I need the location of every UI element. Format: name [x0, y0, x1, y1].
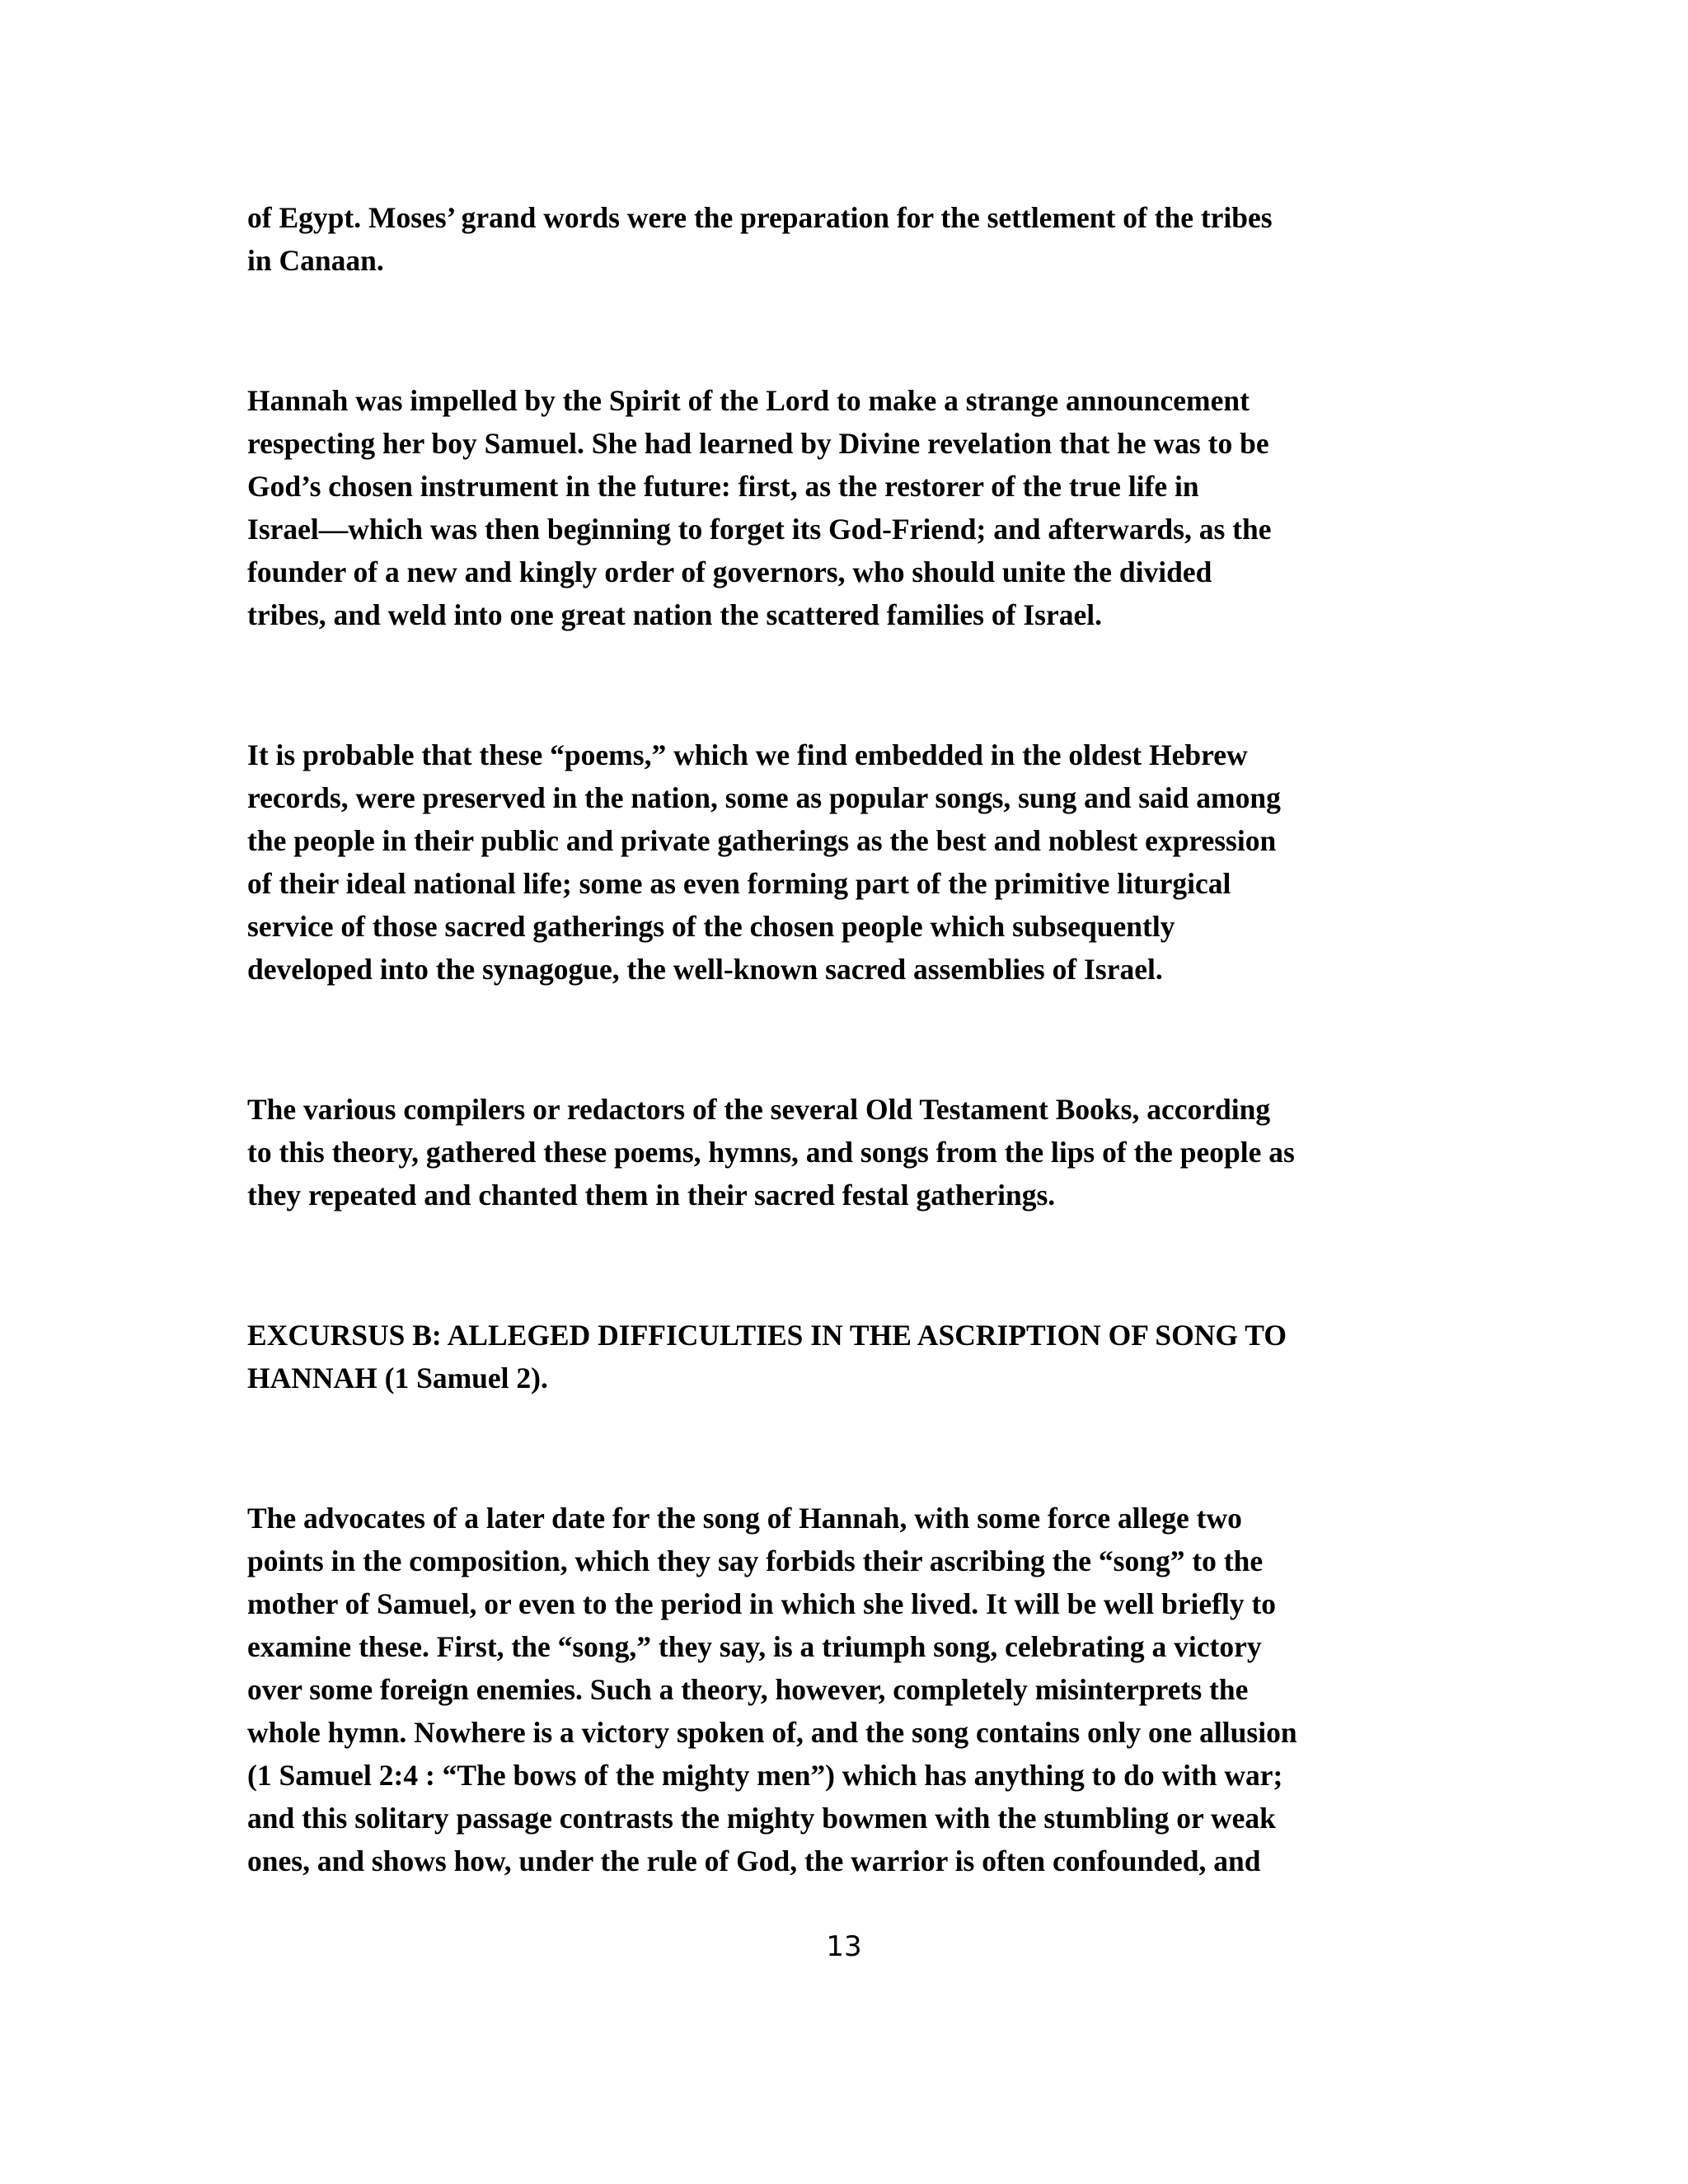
text-line: over some foreign enemies. Such a theory, however, completely misinterprets the [247, 1673, 1249, 1706]
text-line: mother of Samuel, or even to the period in which she lived. It will be well briefly to [247, 1587, 1277, 1620]
paragraph-poems-preserved [247, 733, 1434, 991]
text-line: points in the composition, which they say forbids their ascribing the “song” to the [247, 1544, 1264, 1577]
text-line: they repeated and chanted them in their sacred festal gatherings. [247, 1179, 1056, 1212]
text-line: of Egypt. Moses’ grand words were the preparation for the settlement of the tribes [247, 201, 1273, 234]
heading-line: EXCURSUS B: ALLEGED DIFFICULTIES IN THE ASCRIPTION OF SONG TO [247, 1319, 1287, 1352]
page-number: 13 [826, 1930, 862, 1963]
paragraph-spacer [247, 636, 1434, 733]
text-line: to this theory, gathered these poems, hymns, and songs from the lips of the people as [247, 1136, 1295, 1169]
text-line: examine these. First, the “song,” they say, is a triumph song, celebrating a victory [247, 1630, 1262, 1663]
paragraph-later-date-advocates [247, 1497, 1434, 1882]
text-line: God’s chosen instrument in the future: first, as the restorer of the true life in [247, 470, 1199, 503]
text-line: service of those sacred gatherings of the chosen people which subsequently [247, 910, 1175, 943]
text-line: respecting her boy Samuel. She had learned by Divine revelation that he was to be [247, 427, 1269, 460]
section-heading-excursus-b [247, 1314, 1434, 1399]
text-line: in Canaan. [247, 244, 384, 277]
text-line: The advocates of a later date for the song of Hannah, with some force allege two [247, 1502, 1242, 1535]
text-line: records, were preserved in the nation, some as popular songs, sung and said among [247, 781, 1281, 814]
heading-line: HANNAH (1 Samuel 2). [247, 1361, 548, 1394]
paragraph-hannah-announcement [247, 379, 1434, 636]
text-line: ones, and shows how, under the rule of God, the warrior is often confounded, and [247, 1844, 1261, 1877]
text-line: founder of a new and kingly order of governors, who should unite the divided [247, 555, 1212, 588]
text-line: whole hymn. Nowhere is a victory spoken of, and the song contains only one allusion [247, 1716, 1297, 1749]
text-line: the people in their public and private gatherings as the best and noblest expression [247, 824, 1277, 857]
text-line: It is probable that these “poems,” which we find embedded in the oldest Hebrew [247, 738, 1248, 771]
text-line: The various compilers or redactors of the several Old Testament Books, according [247, 1093, 1271, 1126]
text-line: of their ideal national life; some as even forming part of the primitive liturgical [247, 867, 1231, 900]
text-line: tribes, and weld into one great nation the scattered families of Israel. [247, 598, 1102, 631]
paragraph-spacer [247, 282, 1434, 379]
page-body [247, 196, 1434, 1882]
paragraph-moses-words [247, 196, 1434, 282]
text-line: (1 Samuel 2:4 : “The bows of the mighty men”) which has anything to do with war; [247, 1759, 1283, 1792]
paragraph-spacer [247, 1399, 1434, 1497]
paragraph-spacer [247, 1216, 1434, 1314]
text-line: and this solitary passage contrasts the mighty bowmen with the stumbling or weak [247, 1802, 1276, 1835]
paragraph-spacer [247, 991, 1434, 1088]
paragraph-compilers [247, 1088, 1434, 1216]
text-line: Hannah was impelled by the Spirit of the Lord to make a strange announcement [247, 384, 1250, 417]
text-line: Israel—which was then beginning to forget its God-Friend; and afterwards, as the [247, 513, 1272, 546]
text-line: developed into the synagogue, the well-known sacred assemblies of Israel. [247, 953, 1163, 986]
